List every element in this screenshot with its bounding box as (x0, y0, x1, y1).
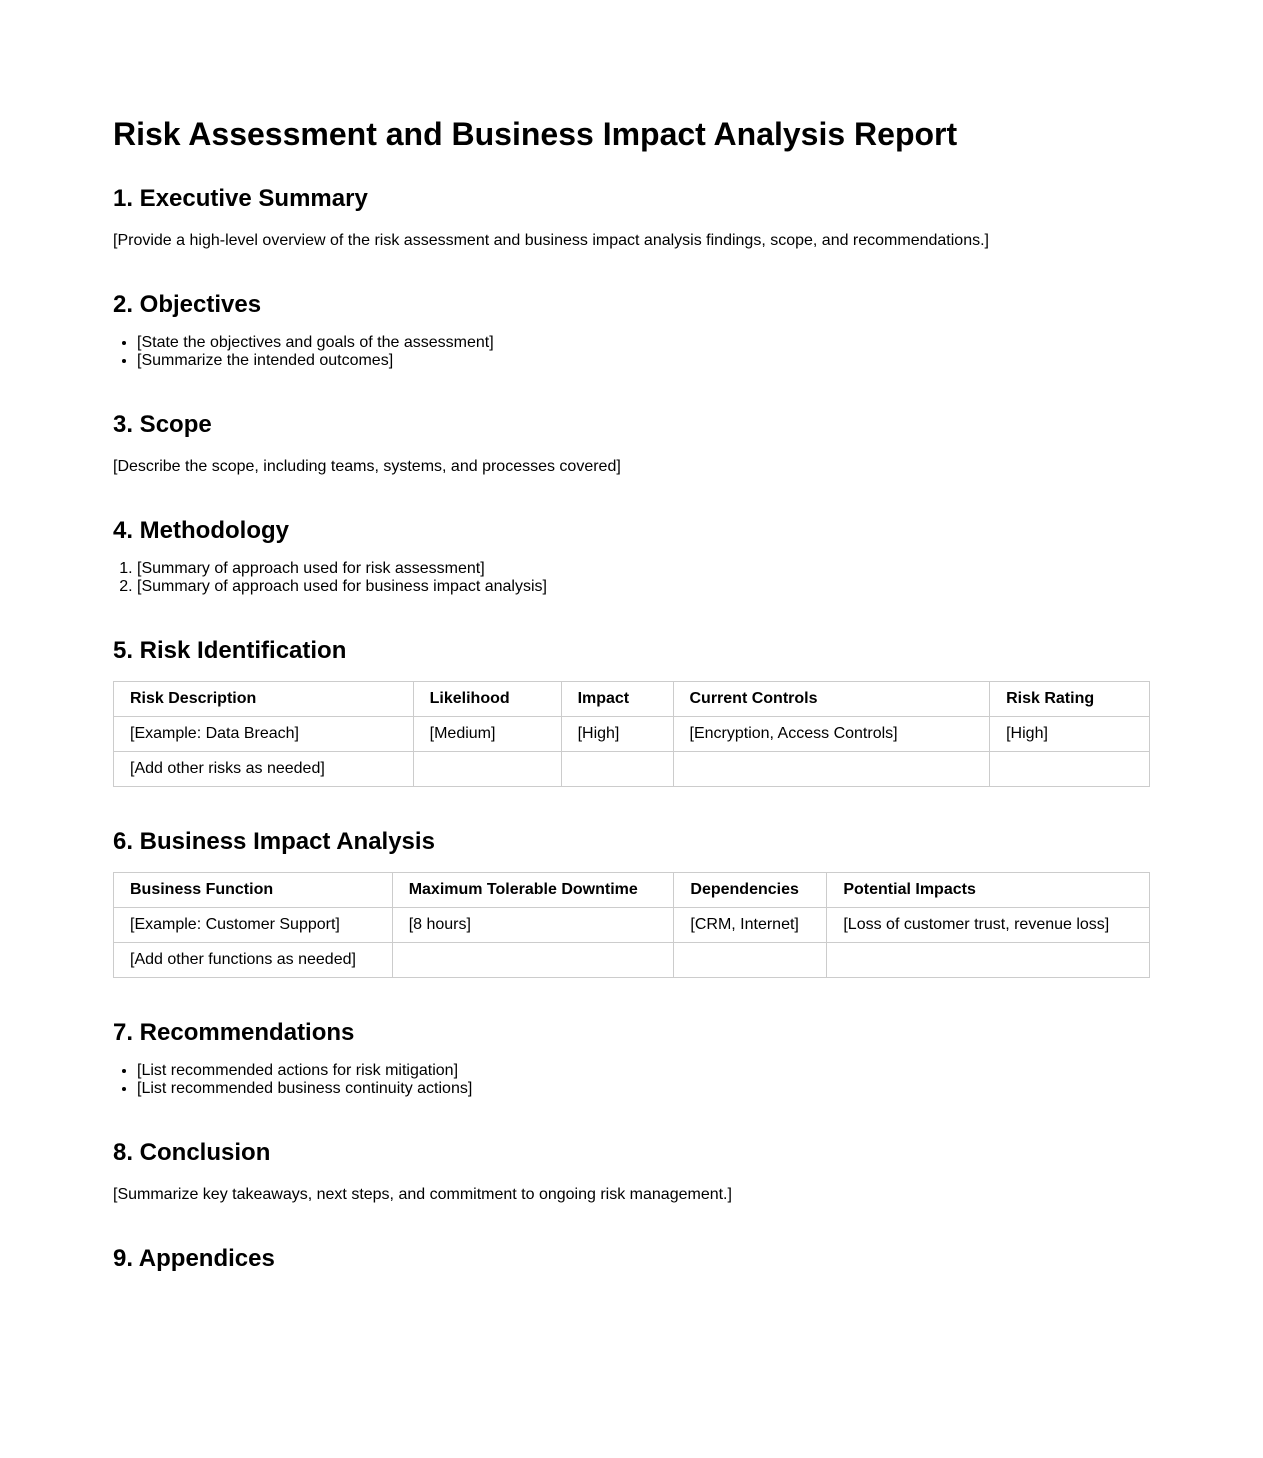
table-cell (413, 752, 561, 787)
recommendations-list (113, 1062, 1150, 1098)
table-cell (990, 752, 1150, 787)
list-item: • [Summarize the intended outcomes] (137, 352, 1150, 370)
table-cell: [Loss of customer trust, revenue loss] (827, 908, 1150, 943)
table-cell: [Add other functions as needed] (114, 943, 393, 978)
heading-appendices: 9. Appendices (113, 1245, 275, 1272)
list-item: • [List recommended actions for risk mitigation] (137, 1062, 1150, 1080)
methodology-list (113, 560, 1150, 596)
column-header: Risk Rating (990, 682, 1150, 717)
list-item: 2. [Summary of approach used for business impact analysis] (137, 578, 1150, 596)
table-cell: [Example: Customer Support] (114, 908, 393, 943)
column-header: Potential Impacts (827, 873, 1150, 908)
table-cell: [Add other risks as needed] (114, 752, 414, 787)
column-header: Current Controls (673, 682, 990, 717)
column-header: Likelihood (413, 682, 561, 717)
heading-business-impact-analysis: 6. Business Impact Analysis (113, 828, 435, 855)
table-cell (561, 752, 673, 787)
executive-summary-text: [Provide a high-level overview of the risk assessment and business impact analysis findings, scope, and recommendations.] (113, 232, 989, 249)
objectives-list (113, 334, 1150, 370)
table-cell: [8 hours] (392, 908, 674, 943)
risk-table (113, 681, 1150, 787)
table-cell: [CRM, Internet] (674, 908, 827, 943)
table-row (114, 943, 1150, 978)
table-cell (392, 943, 674, 978)
table-row (114, 908, 1150, 943)
heading-recommendations: 7. Recommendations (113, 1019, 355, 1046)
table-cell: [Medium] (413, 717, 561, 752)
table-row (114, 752, 1150, 787)
table-cell (674, 943, 827, 978)
table-cell: [High] (990, 717, 1150, 752)
column-header: Dependencies (674, 873, 827, 908)
bia-table (113, 872, 1150, 978)
page-title: Risk Assessment and Business Impact Analysis Report (113, 116, 958, 152)
column-header: Business Function (114, 873, 393, 908)
table-cell (673, 752, 990, 787)
heading-risk-identification: 5. Risk Identification (113, 637, 347, 664)
list-item: 1. [Summary of approach used for risk assessment] (137, 560, 1150, 578)
list-item: • [State the objectives and goals of the assessment] (137, 334, 1150, 352)
heading-conclusion: 8. Conclusion (113, 1139, 271, 1166)
table-header-row (114, 873, 1150, 908)
heading-scope: 3. Scope (113, 411, 212, 438)
column-header: Risk Description (114, 682, 414, 717)
table-header-row (114, 682, 1150, 717)
scope-text: [Describe the scope, including teams, systems, and processes covered] (113, 458, 621, 475)
table-cell: [High] (561, 717, 673, 752)
column-header: Impact (561, 682, 673, 717)
table-cell: [Encryption, Access Controls] (673, 717, 990, 752)
table-row (114, 717, 1150, 752)
conclusion-text: [Summarize key takeaways, next steps, and commitment to ongoing risk management.] (113, 1186, 732, 1203)
heading-executive-summary: 1. Executive Summary (113, 185, 368, 212)
heading-objectives: 2. Objectives (113, 291, 262, 318)
heading-methodology: 4. Methodology (113, 517, 289, 544)
column-header: Maximum Tolerable Downtime (392, 873, 674, 908)
table-cell (827, 943, 1150, 978)
table-cell: [Example: Data Breach] (114, 717, 414, 752)
list-item: • [List recommended business continuity actions] (137, 1080, 1150, 1098)
